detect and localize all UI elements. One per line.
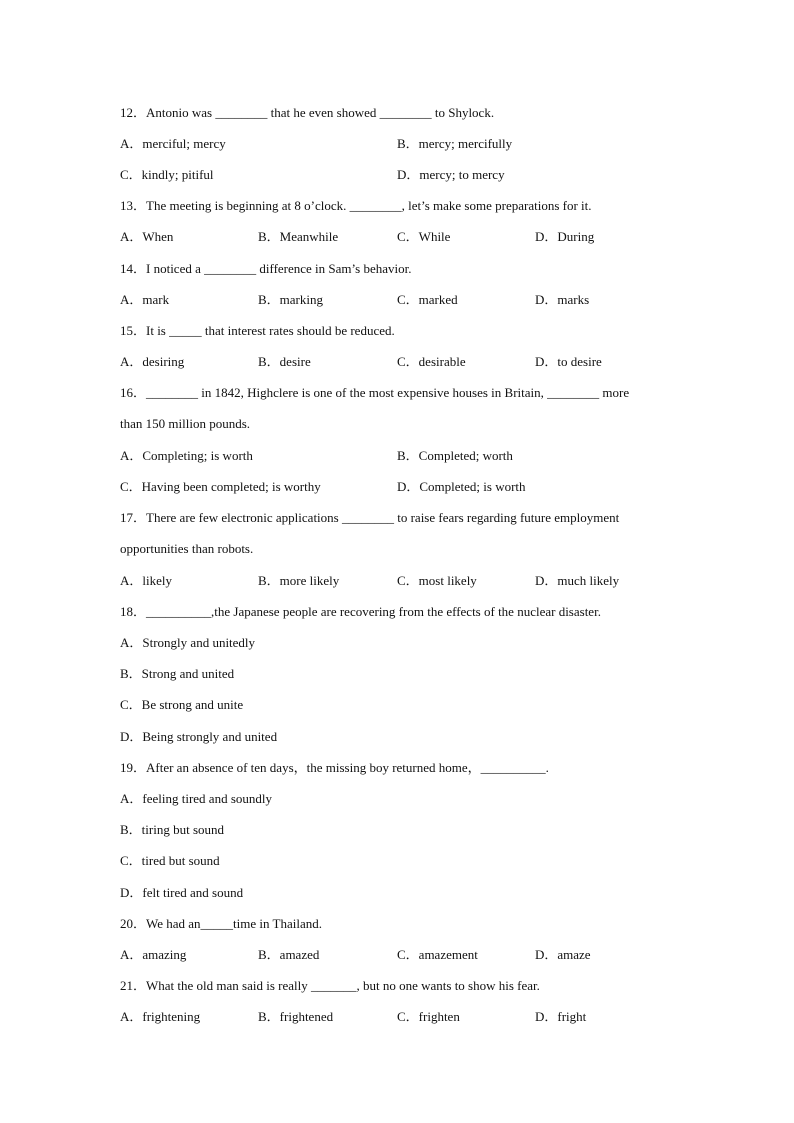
question-14-option-d: D．marks (535, 292, 590, 307)
question-20-option-b: B．amazed (258, 947, 320, 962)
question-15-option-b: B．desire (258, 354, 311, 369)
question-15-option-c: C．desirable (397, 354, 466, 369)
question-12-option-c: C．kindly; pitiful (120, 167, 214, 182)
question-15-option-d: D．to desire (535, 354, 602, 369)
question-16-stem-line-1: 16．________ in 1842, Highclere is one of the most expensive houses in Britain, ________ more (120, 385, 630, 400)
question-18-option-d: D．Being strongly and united (120, 729, 278, 744)
question-17-option-b: B．more likely (258, 573, 340, 588)
question-14-option-a: A．mark (120, 292, 170, 307)
question-17-stem-line-2: opportunities than robots. (120, 541, 254, 556)
question-19-option-a: A．feeling tired and soundly (120, 791, 272, 806)
question-13-stem: 13．The meeting is beginning at 8 o’clock. ________, let’s make some preparations for it. (120, 198, 592, 213)
question-20-option-c: C．amazement (397, 947, 478, 962)
question-20-option-a: A．amazing (120, 947, 187, 962)
question-21-option-d: D．fright (535, 1009, 587, 1024)
question-16-option-c: C．Having been completed; is worthy (120, 479, 321, 494)
question-19-stem: 19．After an absence of ten days，the missing boy returned home，__________. (120, 760, 549, 775)
question-21-option-b: B．frightened (258, 1009, 334, 1024)
question-15-option-a: A．desiring (120, 354, 185, 369)
question-19-option-d: D．felt tired and sound (120, 885, 244, 900)
question-13-option-c: C．While (397, 229, 451, 244)
question-19-option-c: C．tired but sound (120, 853, 220, 868)
question-13-option-a: A．When (120, 229, 174, 244)
question-20-option-d: D．amaze (535, 947, 591, 962)
question-17-option-c: C．most likely (397, 573, 477, 588)
question-21-stem: 21．What the old man said is really _______, but no one wants to show his fear. (120, 978, 540, 993)
question-17-option-a: A．likely (120, 573, 172, 588)
question-16-option-b: B．Completed; worth (397, 448, 513, 463)
question-21-option-a: A．frightening (120, 1009, 201, 1024)
question-17-stem-line-1: 17．There are few electronic applications ________ to raise fears regarding future employment (120, 510, 620, 525)
question-14-stem: 14．I noticed a ________ difference in Sam’s behavior. (120, 261, 412, 276)
question-16-option-a: A．Completing; is worth (120, 448, 253, 463)
question-14-option-c: C．marked (397, 292, 458, 307)
question-15-stem: 15．It is _____ that interest rates should be reduced. (120, 323, 395, 338)
question-18-stem: 18．__________,the Japanese people are recovering from the effects of the nuclear disaster. (120, 604, 601, 619)
question-12-option-b: B．mercy; mercifully (397, 136, 513, 151)
question-13-option-b: B．Meanwhile (258, 229, 339, 244)
question-18-option-a: A．Strongly and unitedly (120, 635, 256, 650)
question-16-stem-line-2: than 150 million pounds. (120, 416, 250, 431)
question-20-stem: 20．We had an_____time in Thailand. (120, 916, 322, 931)
question-12-stem: 12．Antonio was ________ that he even showed ________ to Shylock. (120, 105, 495, 120)
question-18-option-c: C．Be strong and unite (120, 697, 244, 712)
question-21-option-c: C．frighten (397, 1009, 460, 1024)
question-13-option-d: D．During (535, 229, 595, 244)
question-12-option-a: A．merciful; mercy (120, 136, 226, 151)
question-17-option-d: D．much likely (535, 573, 620, 588)
question-12-option-d: D．mercy; to mercy (397, 167, 505, 182)
question-16-option-d: D．Completed; is worth (397, 479, 526, 494)
question-14-option-b: B．marking (258, 292, 323, 307)
question-18-option-b: B．Strong and united (120, 666, 235, 681)
question-19-option-b: B．tiring but sound (120, 822, 225, 837)
